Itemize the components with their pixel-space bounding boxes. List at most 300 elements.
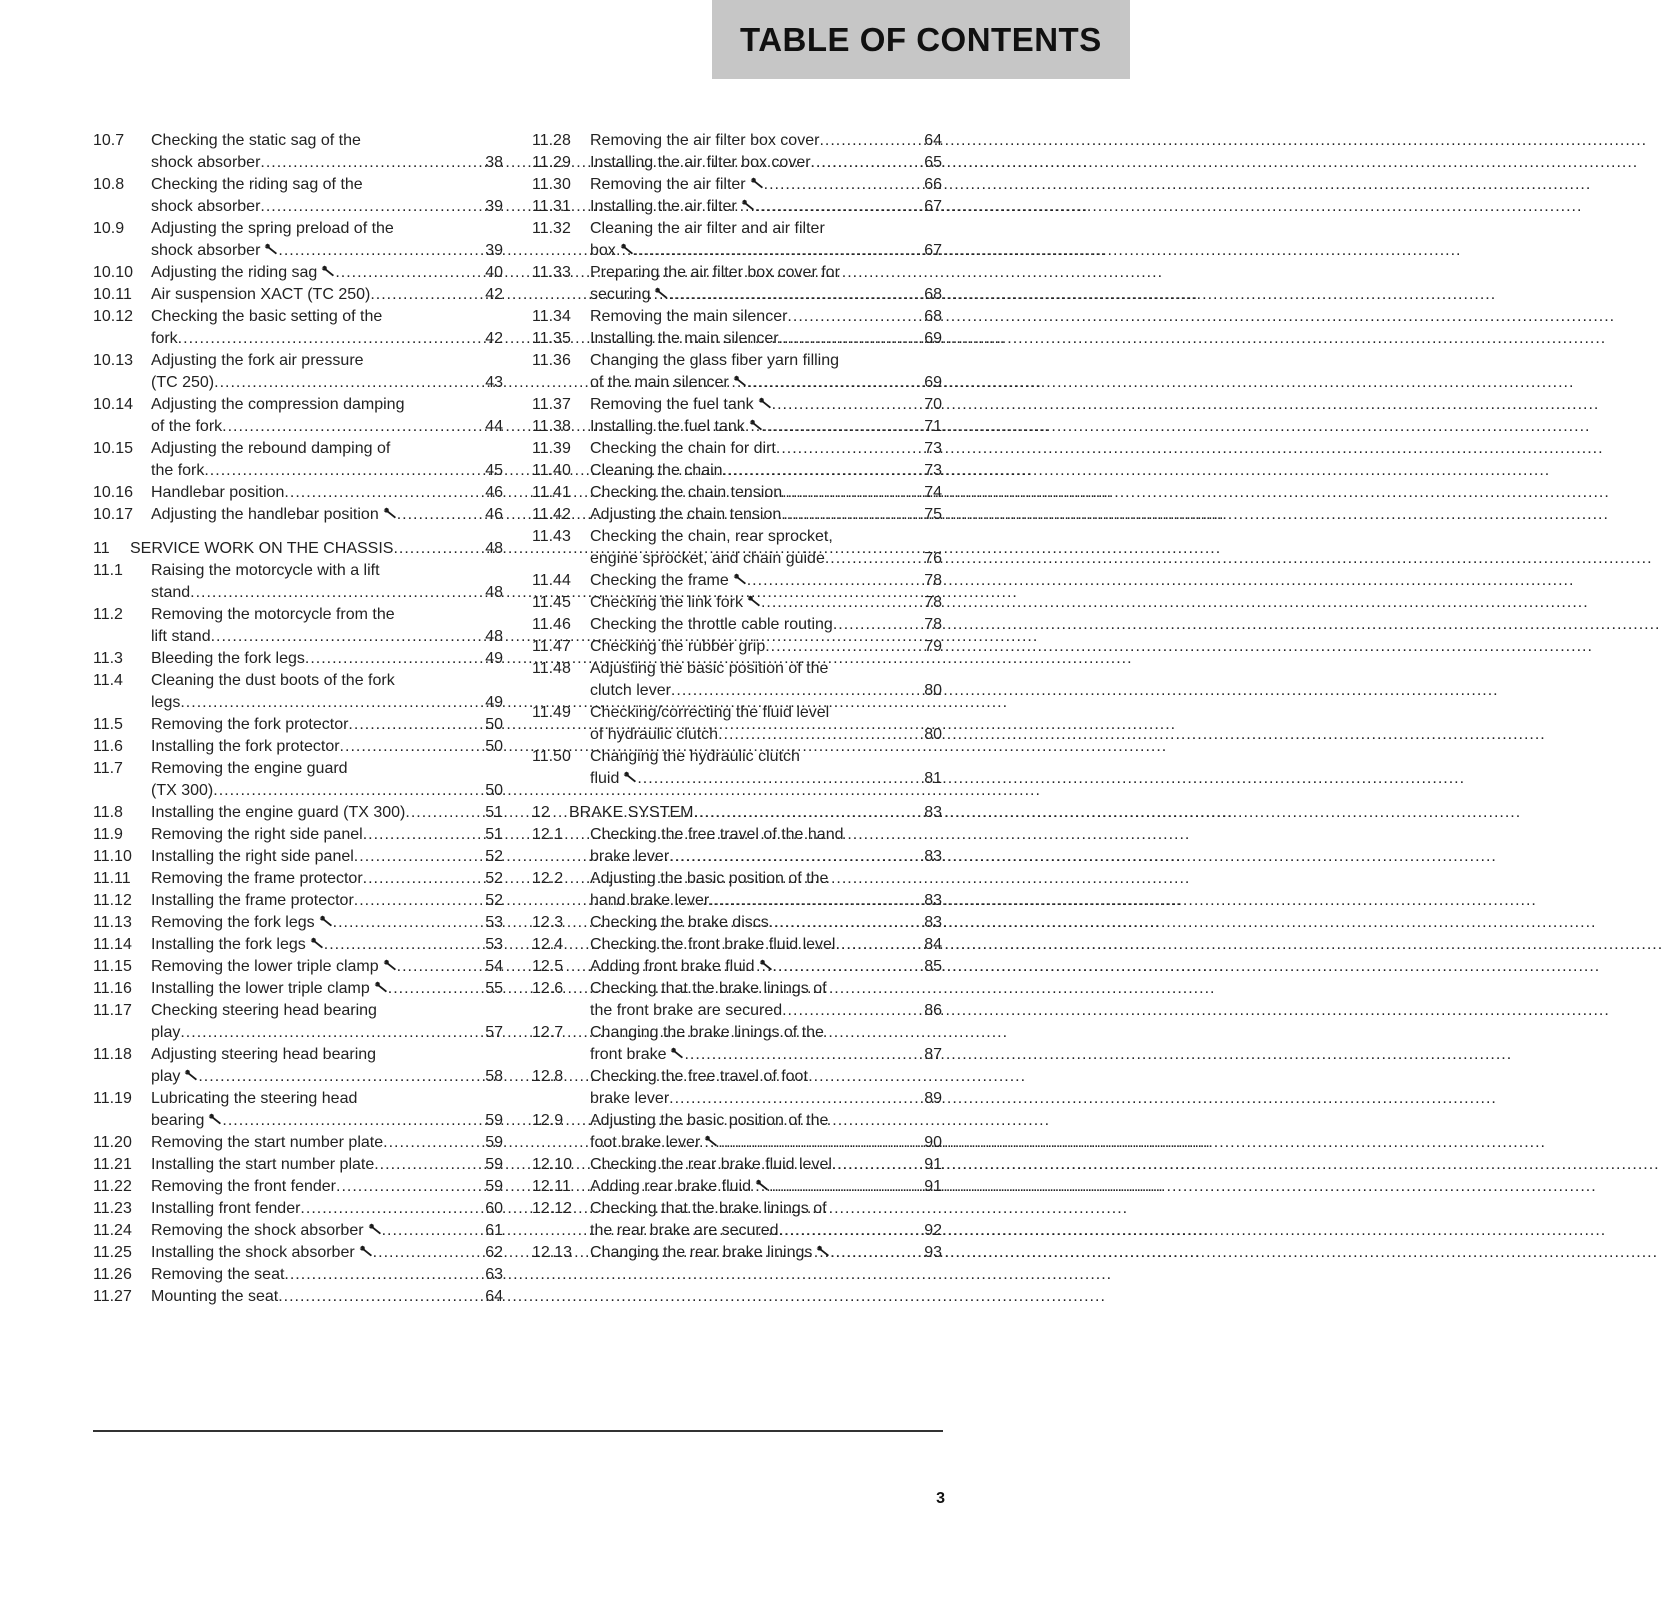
- toc-entry-number: 11.41: [532, 484, 571, 501]
- toc-entry[interactable]: [532, 824, 942, 868]
- toc-entry[interactable]: [93, 758, 503, 802]
- wrench-icon: [759, 956, 773, 968]
- toc-entry-page: 39: [485, 198, 503, 215]
- toc-entry-title: Installing the right side panel: [151, 848, 354, 865]
- dot-leader: [214, 372, 477, 394]
- toc-entry-title: Installing the air filter: [590, 198, 737, 215]
- toc-entry-title: Adjusting the basic position of the: [590, 660, 829, 677]
- toc-entry-number: 11.37: [532, 396, 571, 413]
- dot-leader: [397, 504, 477, 526]
- wrench-icon: [359, 1242, 373, 1254]
- wrench-icon: [749, 416, 763, 428]
- toc-entry[interactable]: [532, 702, 942, 746]
- toc-entry-number: 10.13: [93, 352, 134, 369]
- toc-entry[interactable]: [532, 1154, 942, 1176]
- toc-entry-title: the rear brake are secured: [590, 1222, 779, 1239]
- toc-entry[interactable]: [93, 868, 503, 890]
- toc-entry-number: 12.5: [532, 958, 564, 975]
- toc-entry[interactable]: [93, 824, 503, 846]
- toc-entry-title: Changing the rear brake linings: [590, 1244, 813, 1261]
- dot-leader: [354, 846, 477, 868]
- chapter-spacer: [532, 790, 942, 802]
- dot-leader: [335, 262, 477, 284]
- toc-entry-title: Installing the fuel tank: [590, 418, 745, 435]
- toc-entry-title: securing: [590, 286, 651, 303]
- toc-entry[interactable]: [532, 746, 942, 790]
- toc-entry[interactable]: [532, 152, 942, 174]
- toc-entry-page: 38: [485, 154, 503, 171]
- toc-entry-title: Installing the air filter box cover: [590, 154, 811, 171]
- wrench-icon: [310, 934, 324, 946]
- toc-entry[interactable]: [93, 284, 503, 306]
- toc-entry-page: 40: [485, 264, 503, 281]
- toc-entry-number: 11.18: [93, 1046, 132, 1063]
- toc-entry-page: 83: [924, 848, 942, 865]
- dot-leader: [278, 240, 477, 262]
- toc-entry[interactable]: [93, 1132, 503, 1154]
- page-title: TABLE OF CONTENTS: [740, 20, 1102, 58]
- toc-entry-number: 11.42: [532, 506, 571, 523]
- toc-entry[interactable]: [532, 592, 942, 614]
- toc-entry[interactable]: [532, 868, 942, 912]
- toc-entry[interactable]: [93, 350, 503, 394]
- toc-entry-page: 68: [924, 286, 942, 303]
- wrench-icon: [741, 196, 755, 208]
- wrench-icon: [758, 394, 772, 406]
- toc-entry-title: Lubricating the steering head: [151, 1090, 358, 1107]
- dot-leader: [747, 372, 916, 394]
- toc-entry[interactable]: [532, 504, 942, 526]
- dot-leader: [397, 956, 477, 978]
- toc-entry[interactable]: [93, 482, 503, 504]
- toc-entry-page: 50: [485, 782, 503, 799]
- dot-leader: [787, 306, 916, 328]
- toc-entry-page: 52: [485, 892, 503, 909]
- toc-entry-number: 10.12: [93, 308, 134, 325]
- toc-entry[interactable]: [93, 394, 503, 438]
- toc-entry-number: 11.26: [93, 1266, 132, 1283]
- toc-entry[interactable]: [93, 912, 503, 934]
- toc-entry-page: 73: [924, 440, 942, 457]
- wrench-icon: [374, 978, 388, 990]
- toc-entry-page: 60: [485, 1200, 503, 1217]
- toc-entry-title: play: [151, 1068, 181, 1085]
- dot-leader: [336, 1176, 477, 1198]
- toc-entry-number: 11.13: [93, 914, 132, 931]
- toc-entry-number: 11.23: [93, 1200, 132, 1217]
- toc-entry-page: 66: [924, 176, 942, 193]
- dot-leader: [779, 328, 916, 350]
- toc-entry-page: 49: [485, 650, 503, 667]
- toc-entry[interactable]: [93, 560, 503, 604]
- toc-entry[interactable]: [93, 130, 503, 174]
- dot-leader: [671, 680, 916, 702]
- toc-entry[interactable]: [532, 394, 942, 416]
- toc-entry-title: Installing the main silencer: [590, 330, 779, 347]
- toc-entry-page: 86: [924, 1002, 942, 1019]
- dot-leader: [773, 956, 916, 978]
- dot-leader: [668, 284, 916, 306]
- dot-leader: [832, 1154, 916, 1176]
- toc-entry-page: 85: [924, 958, 942, 975]
- dot-leader: [718, 724, 916, 746]
- dot-leader: [393, 538, 477, 560]
- toc-entry[interactable]: [532, 196, 942, 218]
- dot-leader: [348, 714, 477, 736]
- dot-leader: [278, 1286, 477, 1308]
- toc-entry-page: 43: [485, 374, 503, 391]
- toc-entry[interactable]: [93, 978, 503, 1000]
- toc-entry-title: brake lever: [590, 1090, 670, 1107]
- toc-entry-title: shock absorber: [151, 198, 261, 215]
- dot-leader: [284, 1264, 477, 1286]
- toc-entry-page: 63: [485, 1266, 503, 1283]
- toc-entry-page: 81: [924, 770, 942, 787]
- dot-leader: [180, 692, 477, 714]
- toc-entry-title: (TX 300): [151, 782, 214, 799]
- toc-chapter-entry[interactable]: [93, 538, 503, 560]
- toc-chapter-entry[interactable]: [532, 802, 942, 824]
- toc-entry[interactable]: [532, 1198, 942, 1242]
- toc-entry-number: 11.45: [532, 594, 571, 611]
- toc-entry[interactable]: [93, 648, 503, 670]
- dot-leader: [835, 934, 916, 956]
- toc-entry[interactable]: [93, 956, 503, 978]
- toc-entry-page: 48: [485, 584, 503, 601]
- wrench-icon: [816, 1242, 830, 1254]
- dot-leader: [765, 636, 916, 658]
- dot-leader: [222, 416, 477, 438]
- toc-entry-title: Checking that the brake linings of: [590, 980, 827, 997]
- dot-leader: [669, 846, 916, 868]
- toc-entry[interactable]: [93, 604, 503, 648]
- toc-entry-number: 10.14: [93, 396, 134, 413]
- toc-entry[interactable]: [532, 482, 942, 504]
- toc-entry-number: 11.29: [532, 154, 571, 171]
- toc-entry-title: Preparing the air filter box cover for: [590, 264, 840, 281]
- toc-entry-number: 11.19: [93, 1090, 132, 1107]
- toc-entry-number: 11.17: [93, 1002, 132, 1019]
- toc-entry-page: 62: [485, 1244, 503, 1261]
- toc-entry[interactable]: [532, 1110, 942, 1154]
- toc-entry[interactable]: [93, 1176, 503, 1198]
- toc-entry-title: Removing the shock absorber: [151, 1222, 364, 1239]
- toc-entry[interactable]: [93, 802, 503, 824]
- toc-entry-title: Checking the static sag of the: [151, 132, 361, 149]
- toc-entry[interactable]: [532, 328, 942, 350]
- dot-leader: [180, 1022, 477, 1044]
- dot-leader: [637, 768, 916, 790]
- toc-entry-page: 75: [924, 506, 942, 523]
- toc-entry-title: Checking the free travel of the hand: [590, 826, 844, 843]
- toc-entry[interactable]: [532, 658, 942, 702]
- toc-entry-page: 46: [485, 506, 503, 523]
- toc-entry-title: Installing the fork legs: [151, 936, 306, 953]
- toc-entry-number: 11.31: [532, 198, 571, 215]
- toc-entry-title: box: [590, 242, 616, 259]
- wrench-icon: [750, 174, 764, 186]
- toc-entry-number: 12.4: [532, 936, 564, 953]
- toc-entry[interactable]: [93, 1044, 503, 1088]
- toc-entry-title: Adjusting the spring preload of the: [151, 220, 394, 237]
- toc-entry[interactable]: [532, 416, 942, 438]
- toc-entry-title: Adjusting the basic position of the: [590, 870, 829, 887]
- toc-entry[interactable]: [532, 912, 942, 934]
- dot-leader: [260, 152, 477, 174]
- toc-entry-page: 93: [924, 1244, 942, 1261]
- dot-leader: [222, 1110, 477, 1132]
- dot-leader: [763, 416, 916, 438]
- toc-entry-number: 11.22: [93, 1178, 132, 1195]
- toc-entry-title: play: [151, 1024, 181, 1041]
- toc-entry[interactable]: [93, 1264, 503, 1286]
- toc-column-left: [93, 130, 503, 1308]
- dot-leader: [211, 626, 477, 648]
- toc-entry-page: 61: [485, 1222, 503, 1239]
- toc-entry-title: Removing the air filter: [590, 176, 746, 193]
- toc-entry[interactable]: [532, 1066, 942, 1110]
- toc-entry-title: Adjusting the fork air pressure: [151, 352, 364, 369]
- toc-entry-number: 11.47: [532, 638, 571, 655]
- toc-entry-page: 48: [485, 628, 503, 645]
- toc-entry-page: 74: [924, 484, 942, 501]
- dot-leader: [340, 736, 477, 758]
- toc-entry-title: Cleaning the air filter and air filter: [590, 220, 825, 237]
- toc-entry-title: Removing the air filter box cover: [590, 132, 820, 149]
- dot-leader: [811, 152, 916, 174]
- toc-entry[interactable]: [93, 306, 503, 350]
- toc-entry-number: 12.7: [532, 1024, 564, 1041]
- dot-leader: [260, 196, 477, 218]
- toc-entry-title: Checking the rubber grip: [590, 638, 766, 655]
- toc-entry-page: 80: [924, 682, 942, 699]
- toc-entry-page: 48: [485, 540, 503, 557]
- toc-entry-title: Adjusting the compression damping: [151, 396, 405, 413]
- toc-entry-title: Removing the frame protector: [151, 870, 363, 887]
- toc-entry-page: 59: [485, 1156, 503, 1173]
- toc-entry-page: 80: [924, 726, 942, 743]
- toc-entry-page: 53: [485, 914, 503, 931]
- dot-leader: [781, 504, 916, 526]
- toc-entry-title: of hydraulic clutch: [590, 726, 719, 743]
- wrench-icon: [755, 1176, 769, 1188]
- toc-entry-number: 11.11: [93, 870, 131, 887]
- toc-entry[interactable]: [93, 736, 503, 758]
- toc-entry-number: 12.12: [532, 1200, 573, 1217]
- toc-entry-title: BRAKE SYSTEM: [569, 804, 694, 821]
- toc-entry[interactable]: [93, 846, 503, 868]
- toc-entry-number: 11.48: [532, 660, 571, 677]
- toc-entry[interactable]: [93, 218, 503, 262]
- toc-entry[interactable]: [93, 1286, 503, 1308]
- toc-entry-title: Cleaning the chain: [590, 462, 723, 479]
- footer-divider: [93, 1430, 943, 1432]
- toc-entry-number: 11.8: [93, 804, 123, 821]
- toc-entry-number: 11.5: [93, 716, 123, 733]
- toc-entry[interactable]: [532, 614, 942, 636]
- dot-leader: [213, 780, 477, 802]
- toc-entry-title: Removing the main silencer: [590, 308, 788, 325]
- toc-entry[interactable]: [93, 1220, 503, 1242]
- dot-leader: [769, 912, 916, 934]
- toc-entry[interactable]: [93, 1154, 503, 1176]
- toc-entry-page: 83: [924, 804, 942, 821]
- toc-entry-title: bearing: [151, 1112, 205, 1129]
- toc-entry-number: 11.43: [532, 528, 571, 545]
- toc-entry[interactable]: [93, 934, 503, 956]
- dot-leader: [764, 174, 916, 196]
- toc-entry[interactable]: [93, 1242, 503, 1264]
- toc-entry-title: Checking the front brake fluid level: [590, 936, 836, 953]
- toc-entry-title: Checking the brake discs: [590, 914, 769, 931]
- toc-entry-number: 12.6: [532, 980, 564, 997]
- toc-entry-page: 92: [924, 1222, 942, 1239]
- dot-leader: [305, 648, 477, 670]
- toc-entry-number: 12.8: [532, 1068, 564, 1085]
- toc-entry-page: 58: [485, 1068, 503, 1085]
- toc-entry-number: 11.36: [532, 352, 571, 369]
- toc-entry[interactable]: [93, 670, 503, 714]
- toc-entry-page: 50: [485, 738, 503, 755]
- toc-entry-page: 90: [924, 1134, 942, 1151]
- toc-entry-page: 46: [485, 484, 503, 501]
- toc-entry[interactable]: [93, 174, 503, 218]
- dot-leader: [718, 1132, 916, 1154]
- toc-entry-title: Air suspension XACT (TC 250): [151, 286, 371, 303]
- toc-entry-number: 10.11: [93, 286, 132, 303]
- toc-entry-title: Adjusting the basic position of the: [590, 1112, 829, 1129]
- toc-entry[interactable]: [93, 1088, 503, 1132]
- toc-entry[interactable]: [93, 890, 503, 912]
- toc-entry-page: 53: [485, 936, 503, 953]
- toc-entry-number: 11.32: [532, 220, 571, 237]
- toc-entry[interactable]: [532, 130, 942, 152]
- chapter-spacer: [93, 526, 503, 538]
- toc-entry-number: 11.16: [93, 980, 132, 997]
- dot-leader: [779, 1220, 916, 1242]
- toc-entry[interactable]: [532, 262, 942, 306]
- toc-entry-title: Changing the glass fiber yarn filling: [590, 352, 840, 369]
- toc-entry[interactable]: [532, 306, 942, 328]
- toc-entry-title: Checking the riding sag of the: [151, 176, 363, 193]
- toc-entry-title: of the fork: [151, 418, 223, 435]
- toc-entry-title: Adding rear brake fluid: [590, 1178, 751, 1195]
- toc-entry-title: Mounting the seat: [151, 1288, 279, 1305]
- toc-entry[interactable]: [93, 504, 503, 526]
- toc-entry-title: of the main silencer: [590, 374, 729, 391]
- toc-entry-number: 12.3: [532, 914, 564, 931]
- toc-entry-title: Adding front brake fluid: [590, 958, 755, 975]
- toc-entry[interactable]: [93, 1198, 503, 1220]
- toc-entry[interactable]: [532, 1022, 942, 1066]
- dot-leader: [776, 438, 916, 460]
- toc-entry[interactable]: [532, 956, 942, 978]
- toc-entry[interactable]: [532, 636, 942, 658]
- wrench-icon: [383, 956, 397, 968]
- toc-entry-number: 12.9: [532, 1112, 564, 1129]
- toc-entry-page: 65: [924, 154, 942, 171]
- toc-entry[interactable]: [93, 438, 503, 482]
- toc-entry[interactable]: [532, 460, 942, 482]
- toc-entry-title: Removing the fuel tank: [590, 396, 754, 413]
- toc-entry-page: 55: [485, 980, 503, 997]
- toc-entry-page: 69: [924, 374, 942, 391]
- toc-entry[interactable]: [532, 1176, 942, 1198]
- toc-entry-page: 78: [924, 616, 942, 633]
- toc-entry[interactable]: [93, 1000, 503, 1044]
- toc-entry[interactable]: [532, 438, 942, 460]
- toc-entry-number: 12.2: [532, 870, 564, 887]
- toc-entry[interactable]: [532, 350, 942, 394]
- toc-entry[interactable]: [93, 262, 503, 284]
- toc-entry-title: Installing the start number plate: [151, 1156, 375, 1173]
- dot-leader: [204, 460, 477, 482]
- toc-entry[interactable]: [532, 978, 942, 1022]
- toc-entry-number: 11.10: [93, 848, 132, 865]
- toc-entry-title: Removing the right side panel: [151, 826, 363, 843]
- toc-entry-number: 10.9: [93, 220, 125, 237]
- toc-entry-page: 91: [924, 1156, 942, 1173]
- toc-entry[interactable]: [532, 526, 942, 570]
- toc-entry-number: 11.39: [532, 440, 571, 457]
- toc-entry[interactable]: [532, 218, 942, 262]
- toc-entry-page: 83: [924, 892, 942, 909]
- toc-entry-title: the front brake are secured: [590, 1002, 783, 1019]
- toc-entry-title: Adjusting the handlebar position: [151, 506, 379, 523]
- toc-entry-number: 10.15: [93, 440, 134, 457]
- toc-entry-title: clutch lever: [590, 682, 671, 699]
- toc-entry-page: 67: [924, 198, 942, 215]
- toc-entry-title: Removing the seat: [151, 1266, 285, 1283]
- dot-leader: [819, 130, 916, 152]
- toc-entry-page: 64: [924, 132, 942, 149]
- toc-entry[interactable]: [93, 714, 503, 736]
- toc-entry-title: Removing the start number plate: [151, 1134, 384, 1151]
- toc-entry-title: Installing the lower triple clamp: [151, 980, 370, 997]
- toc-entry-page: 64: [485, 1288, 503, 1305]
- toc-entry-number: 11.40: [532, 462, 571, 479]
- toc-entry-number: 11.38: [532, 418, 571, 435]
- toc-entry-title: Changing the hydraulic clutch: [590, 748, 800, 765]
- toc-entry-page: 71: [924, 418, 942, 435]
- dot-leader: [723, 460, 916, 482]
- toc-entry-page: 73: [924, 462, 942, 479]
- toc-entry-number: 12.11: [532, 1178, 571, 1195]
- toc-entry-title: SERVICE WORK ON THE CHASSIS: [130, 540, 394, 557]
- toc-entry-title: Checking the chain, rear sprocket,: [590, 528, 833, 545]
- toc-entry-number: 12.13: [532, 1244, 573, 1261]
- toc-entry[interactable]: [532, 1242, 942, 1264]
- toc-entry-page: 59: [485, 1134, 503, 1151]
- toc-entry-title: Checking the throttle cable routing: [590, 616, 833, 633]
- dot-leader: [388, 978, 477, 1000]
- toc-entry-title: Changing the brake linings of the: [590, 1024, 824, 1041]
- toc-entry-title: Raising the motorcycle with a lift: [151, 562, 380, 579]
- toc-entry-number: 11.46: [532, 616, 571, 633]
- toc-entry-number: 11.15: [93, 958, 132, 975]
- toc-entry[interactable]: [532, 934, 942, 956]
- toc-entry[interactable]: [532, 174, 942, 196]
- toc-entry-number: 12.10: [532, 1156, 573, 1173]
- toc-entry-number: 12: [532, 804, 550, 821]
- toc-entry-title: Removing the lower triple clamp: [151, 958, 379, 975]
- toc-entry-title: hand brake lever: [590, 892, 710, 909]
- toc-entry-page: 57: [485, 1024, 503, 1041]
- toc-entry-number: 10.10: [93, 264, 134, 281]
- toc-entry-page: 68: [924, 308, 942, 325]
- toc-entry-title: legs: [151, 694, 181, 711]
- toc-entry[interactable]: [532, 570, 942, 592]
